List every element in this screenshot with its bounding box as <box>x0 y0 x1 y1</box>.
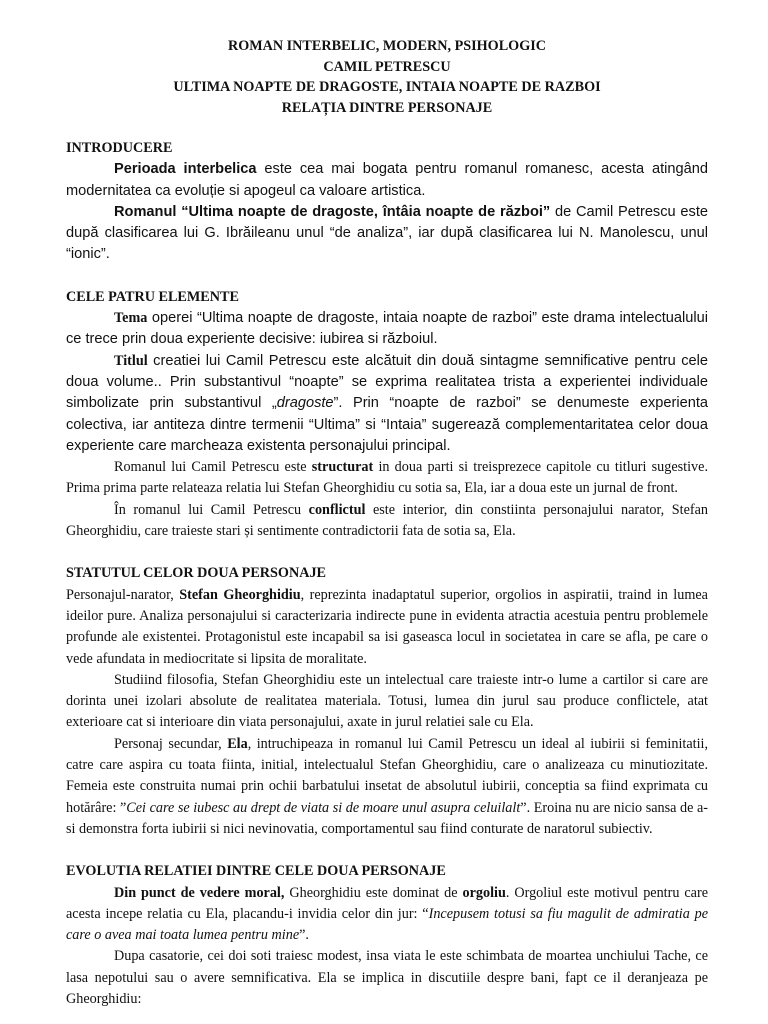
paragraph-text: Gheorghidiu este dominat de <box>284 884 463 901</box>
paragraph-titlul <box>66 351 708 457</box>
section-heading-elemente: CELE PATRU ELEMENTE <box>66 288 239 305</box>
paragraph-text: in doua parti si treisprezece capitole cu titluri sugestive. Prima prima parte relateaza relatia lui Stefan Gheorghidiu cu sotia sa, Ela, iar a doua este un jurnal de front. <box>66 459 708 497</box>
paragraph-text: , reprezinta inadaptatul superior, orgolios in aspiratii, traind in lumea ideilor pure. Analiza personajului si caracterizaria indirecte pune in evidenta atractia acestuia pentru problemele profunde ale existentei. Protagonistul este incapabil sa isi gaseasca locul in societatea in care se afla, pe care o vede afundata in mediocritate si lipsita de moralitate. <box>66 586 708 667</box>
paragraph-tema <box>66 308 708 351</box>
title-line-topic: RELAȚIA DINTRE PERSONAJE <box>281 99 493 116</box>
paragraph-romanul <box>66 202 708 266</box>
paragraph-text: operei “Ultima noapte de dragoste, intaia noapte de razboi” este drama intelectualului ce trece prin doua experiente decisive: iubirea si războiul. <box>66 310 708 348</box>
paragraph-stefan <box>66 585 708 670</box>
section-gap <box>66 542 708 563</box>
italic-quote: Cei care se iubesc au drept de viata si de moare unul asupra celuilalt <box>126 799 521 816</box>
paragraph-text: este cea mai bogata pentru romanul romanesc, acesta atingând modernitatea ca evoluție si apogeul ca valoare artistica. <box>66 161 708 199</box>
title-line-author: CAMIL PETRESCU <box>323 58 451 75</box>
italic-quote: Incepusem totusi sa fiu magulit de admiratia pe care o avea mai toata lumea pentru mine <box>66 905 708 944</box>
paragraph-text: ”. Prin “noapte de razboi” se denumeste experienta colectiva, iar antiteza dintre termenii “Ultima” si “Intaia” sugerează complementaritatea celor doua experiente care marcheaza existenta personajului principal. <box>66 395 708 454</box>
bold-term: orgoliu <box>462 884 506 901</box>
paragraph-text: , intruchipeaza in romanul lui Camil Petrescu un ideal al iubirii si feminitatii, catre care aspira cu toata fiinta, initial, intelectualul Stefan Gheorghidiu, care o analizeaza cu minutiozitate. Femeia este construita numai prin ochii barbatului insetat de absolutul iubirii, conceptia sa fiind exprimata cu hotărâre: ” <box>66 735 708 816</box>
paragraph-text: ”. <box>299 927 309 944</box>
paragraph-text: . Orgoliul este motivul pentru care acesta incepe relatia cu Ela, placandu-i invidia celor din jur: “ <box>66 884 708 922</box>
paragraph-text: de Camil Petrescu este după clasificarea lui G. Ibrăileanu unul “de analiza”, iar după clasificarea lui N. Manolescu, unul “ionic”. <box>66 203 708 263</box>
bold-term: Romanul “Ultima noapte de dragoste, întâia noapte de război” <box>114 203 551 220</box>
bold-term: conflictul <box>308 501 366 518</box>
paragraph-text: ”. Eroina nu are nicio sansa de a-si demonstra forta iubirii si nici nevinovatia, comportamentul sau fiind conturate de naratorul subiectiv. <box>66 799 708 837</box>
paragraph-structura <box>66 457 708 500</box>
paragraph-ela <box>66 734 708 840</box>
bold-term: Perioada interbelica <box>114 161 257 178</box>
bold-term: Tema <box>114 310 148 327</box>
section-heading-statutul: STATUTUL CELOR DOUA PERSONAJE <box>66 565 327 582</box>
section-heading-evolutia: EVOLUTIA RELATIEI DINTRE CELE DOUA PERSONAJE <box>66 863 446 880</box>
title-line-genre: ROMAN INTERBELIC, MODERN, PSIHOLOGIC <box>227 38 547 54</box>
paragraph-text: Personajul-narator, <box>66 586 180 603</box>
paragraph-filosofia: Studiind filosofia, Stefan Gheorghidiu este un intelectual care traieste intr-o lume a cartilor si care are dorinta unei izolari absolute de realitatea materiala. Totusi, lumea din jurul sau produce conflictele, atat exterioare cat si interioare din viata personajului, axate in jurul relatiei sale cu Ela. <box>66 671 708 731</box>
bold-term: Din punct de vedere moral, <box>114 884 285 901</box>
paragraph-text: este interior, din constiinta personajului narator, Stefan Gheorghidiu, care traieste stari și sentimente contradictorii fata de sotia sa, Ela. <box>66 501 708 540</box>
bold-term: structurat <box>311 459 374 476</box>
bold-term: Stefan Gheorghidiu <box>179 586 301 603</box>
section-gap <box>66 266 708 287</box>
paragraph-text: Romanul lui Camil Petrescu este <box>114 459 312 476</box>
paragraph-text: În romanul lui Camil Petrescu <box>114 501 309 518</box>
paragraph-text: Personaj secundar, <box>114 735 228 752</box>
paragraph-conflictul <box>66 500 708 543</box>
paragraph-perioada <box>66 159 708 202</box>
section-heading-introducere: INTRODUCERE <box>66 140 173 156</box>
paragraph-orgoliu <box>66 883 708 947</box>
paragraph-casatorie: Dupa casatorie, cei doi soti traiesc modest, insa viata le este schimbata de moartea unchiului Tache, ce lasa nepotului sau o avere semnificativa. Ela se implica in discutiile despre bani, fapt ce il deranjeaza pe Gheorghidiu: <box>66 948 708 1007</box>
title-line-novel: ULTIMA NOAPTE DE DRAGOSTE, INTAIA NOAPTE DE RAZBOI <box>173 79 601 95</box>
bold-term: Ela <box>227 735 248 752</box>
paragraph-text: creatiei lui Camil Petrescu este alcătuit din două sintagme semnificative pentru cele doua volume.. Prin substantivul “noapte” se exprima realitatea trista a experientei individuale simbolizate prin substantivul „ <box>66 352 708 412</box>
bold-term: Titlul <box>114 352 148 369</box>
section-gap <box>66 840 708 861</box>
italic-term: dragoste <box>276 395 334 412</box>
document-title-block <box>66 36 708 118</box>
